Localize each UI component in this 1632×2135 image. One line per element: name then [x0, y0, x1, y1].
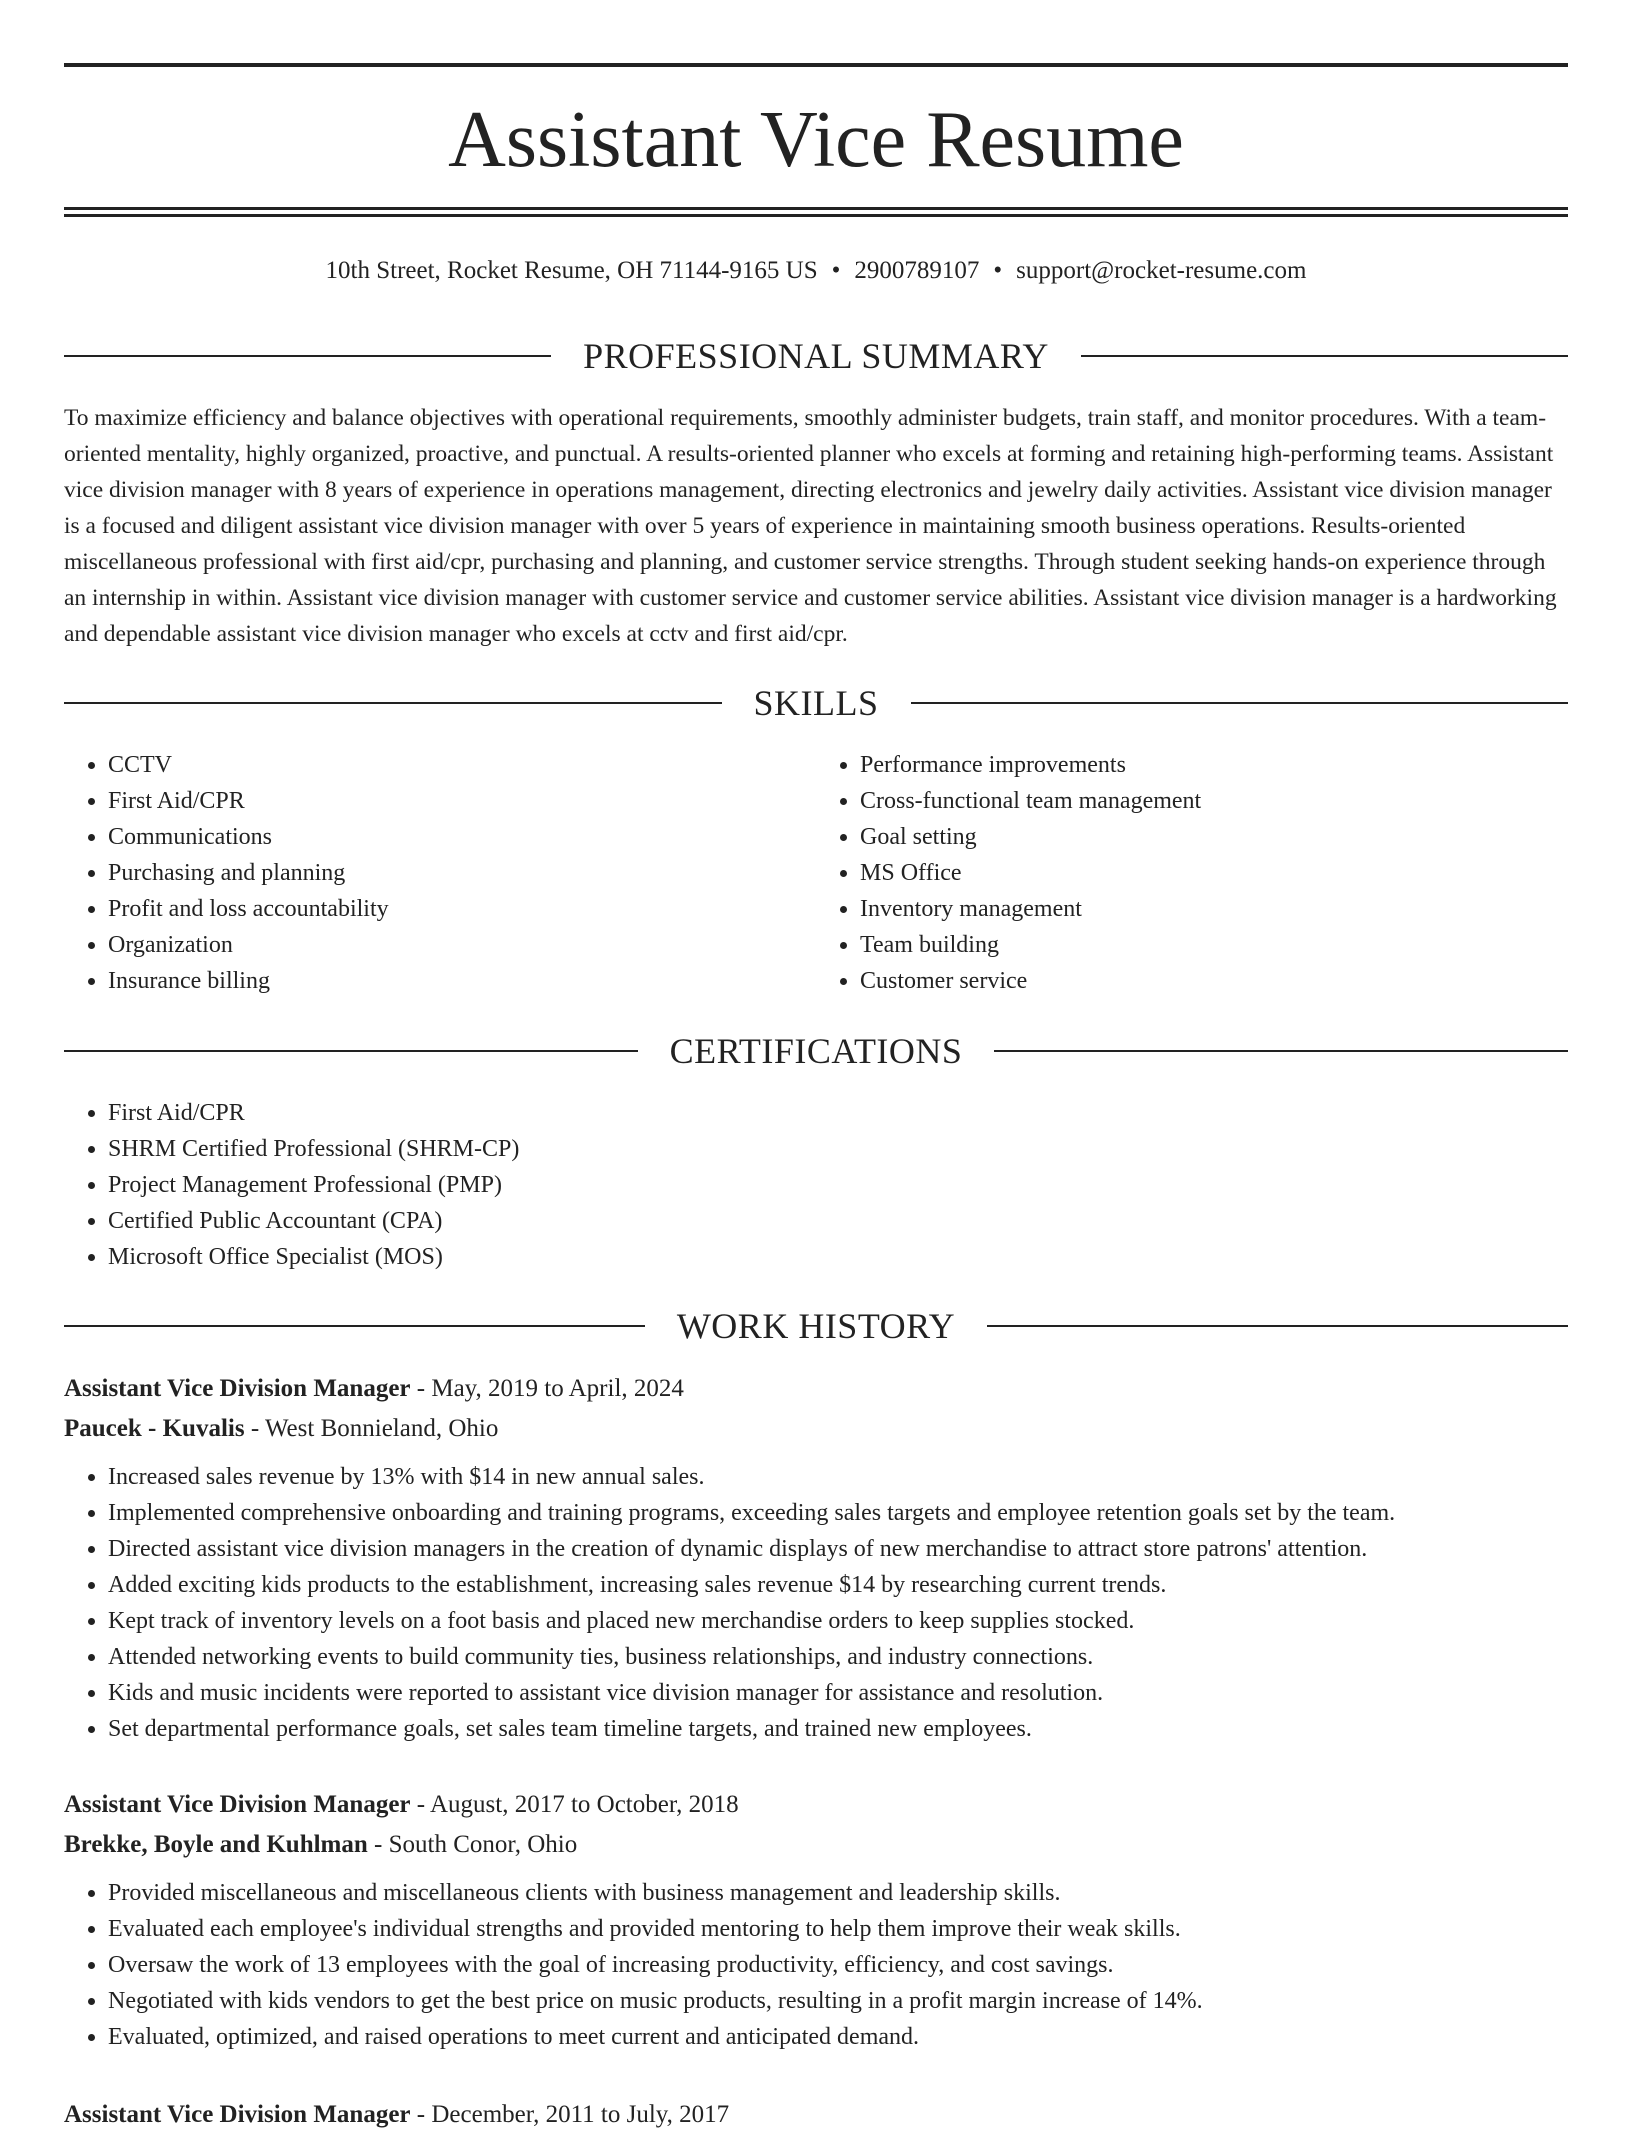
skill-item: • First Aid/CPR	[108, 783, 816, 819]
skill-item: • Cross-functional team management	[860, 783, 1568, 819]
job-dates: - August, 2017 to October, 2018	[410, 1791, 739, 1818]
summary-heading	[64, 334, 1568, 378]
job-bullet: • Set departmental performance goals, set sales team timeline targets, and trained new employees.	[108, 1711, 1568, 1747]
job-company: Paucek - Kuvalis	[64, 1415, 245, 1442]
job-bullet: • Evaluated, optimized, and raised operations to meet current and anticipated demand.	[108, 2019, 1568, 2055]
double-rule	[64, 207, 1568, 217]
skills-title: SKILLS	[753, 683, 879, 723]
heading-rule	[64, 1325, 645, 1327]
skill-item: • Inventory management	[860, 891, 1568, 927]
certification-item: • Certified Public Accountant (CPA)	[108, 1203, 1568, 1239]
skill-item: • Profit and loss accountability	[108, 891, 816, 927]
skills-left-column	[64, 747, 816, 999]
heading-rule	[1081, 355, 1568, 357]
skill-item: • Team building	[860, 927, 1568, 963]
skill-item: • Organization	[108, 927, 816, 963]
certifications-heading	[64, 1029, 1568, 1073]
summary-title: PROFESSIONAL SUMMARY	[583, 336, 1049, 376]
job-bullet: • Oversaw the work of 13 employees with the goal of increasing productivity, efficiency, and cost savings.	[108, 1947, 1568, 1983]
resume-title: Assistant Vice Resume	[448, 96, 1184, 184]
work-history-heading	[64, 1304, 1568, 1348]
phone[interactable]: 2900789107	[854, 257, 980, 284]
job-entry	[64, 1785, 1568, 2055]
heading-rule	[64, 1050, 638, 1052]
job-bullet: • Kids and music incidents were reported to assistant vice division manager for assistance and resolution.	[108, 1675, 1568, 1711]
certification-item: • First Aid/CPR	[108, 1095, 1568, 1131]
job-entry	[64, 2095, 1568, 2135]
job-bullet: • Added exciting kids products to the establishment, increasing sales revenue $14 by researching current trends.	[108, 1567, 1568, 1603]
job-dates: - May, 2019 to April, 2024	[410, 1375, 684, 1402]
job-title-line	[64, 1785, 1568, 1825]
job-bullet: • Attended networking events to build community ties, business relationships, and industry connections.	[108, 1639, 1568, 1675]
job-bullet: • Provided miscellaneous and miscellaneous clients with business management and leadership skills.	[108, 1875, 1568, 1911]
certification-item: • Microsoft Office Specialist (MOS)	[108, 1239, 1568, 1275]
summary-text: To maximize efficiency and balance objectives with operational requirements, smoothly administer budgets, train staff, and monitor procedures. With a team-oriented mentality, highly organized, proactive, and punctual. A results-oriented planner who excels at forming and retaining high-performing teams. Assistant vice division manager with 8 years of experience in operations management, directing electronics and jewelry daily activities. Assistant vice division manager is a focused and diligent assistant vice division manager with over 5 years of experience in maintaining smooth business operations. Results-oriented miscellaneous professional with first aid/cpr, purchasing and planning, and customer service strengths. Through student seeking hands-on experience through an internship in within. Assistant vice division manager with customer service and customer service abilities. Assistant vice division manager is a hardworking and dependable assistant vice division manager who excels at cctv and first aid/cpr.	[64, 405, 1557, 647]
skill-item: • Insurance billing	[108, 963, 816, 999]
skill-item: • Communications	[108, 819, 816, 855]
job-entry	[64, 1369, 1568, 1747]
job-dates: - December, 2011 to July, 2017	[410, 2101, 730, 2128]
job-title-line	[64, 1369, 1568, 1409]
job-bullet: • Increased sales revenue by 13% with $14 in new annual sales.	[108, 1459, 1568, 1495]
certifications-list	[64, 1095, 1568, 1275]
job-bullets	[64, 1459, 1568, 1747]
job-title: Assistant Vice Division Manager	[64, 2101, 411, 2128]
job-bullet: • Implemented comprehensive onboarding and training programs, exceeding sales targets and employee retention goals set by the team.	[108, 1495, 1568, 1531]
separator: •	[831, 257, 841, 284]
skill-item: • Goal setting	[860, 819, 1568, 855]
job-title: Assistant Vice Division Manager	[64, 1791, 411, 1818]
job-bullet: • Evaluated each employee's individual strengths and provided mentoring to help them improve their weak skills.	[108, 1911, 1568, 1947]
work-history-title: WORK HISTORY	[676, 1306, 956, 1346]
skills-heading	[64, 681, 1568, 725]
heading-rule	[994, 1050, 1568, 1052]
certification-item: • SHRM Certified Professional (SHRM-CP)	[108, 1131, 1568, 1167]
job-bullet: • Directed assistant vice division managers in the creation of dynamic displays of new merchandise to attract store patrons' attention.	[108, 1531, 1568, 1567]
job-location: - South Conor, Ohio	[367, 1831, 578, 1858]
job-title-line	[64, 2095, 1568, 2135]
heading-rule	[911, 702, 1569, 704]
skills-list	[64, 747, 1568, 999]
skills-right-column	[816, 747, 1568, 999]
skill-item: • Customer service	[860, 963, 1568, 999]
heading-rule	[987, 1325, 1568, 1327]
skill-item: • CCTV	[108, 747, 816, 783]
job-bullet: • Negotiated with kids vendors to get the best price on music products, resulting in a profit margin increase of 14%.	[108, 1983, 1568, 2019]
top-rule	[64, 63, 1568, 67]
job-bullets	[64, 1875, 1568, 2055]
job-company-line	[64, 1825, 1568, 1865]
job-location: - West Bonnieland, Ohio	[244, 1415, 499, 1442]
job-bullet: • Kept track of inventory levels on a foot basis and placed new merchandise orders to keep supplies stocked.	[108, 1603, 1568, 1639]
heading-rule	[64, 702, 722, 704]
certification-item: • Project Management Professional (PMP)	[108, 1167, 1568, 1203]
skill-item: • MS Office	[860, 855, 1568, 891]
address: 10th Street, Rocket Resume, OH 71144-9165 US	[325, 257, 818, 284]
skill-item: • Performance improvements	[860, 747, 1568, 783]
heading-rule	[64, 355, 551, 357]
certifications-title: CERTIFICATIONS	[669, 1031, 963, 1071]
job-title: Assistant Vice Division Manager	[64, 1375, 411, 1402]
email[interactable]: support@rocket-resume.com	[1016, 257, 1307, 284]
contact-line	[64, 254, 1568, 288]
job-company: Brekke, Boyle and Kuhlman	[64, 1831, 368, 1858]
separator: •	[993, 257, 1003, 284]
job-company-line	[64, 1409, 1568, 1449]
skill-item: • Purchasing and planning	[108, 855, 816, 891]
